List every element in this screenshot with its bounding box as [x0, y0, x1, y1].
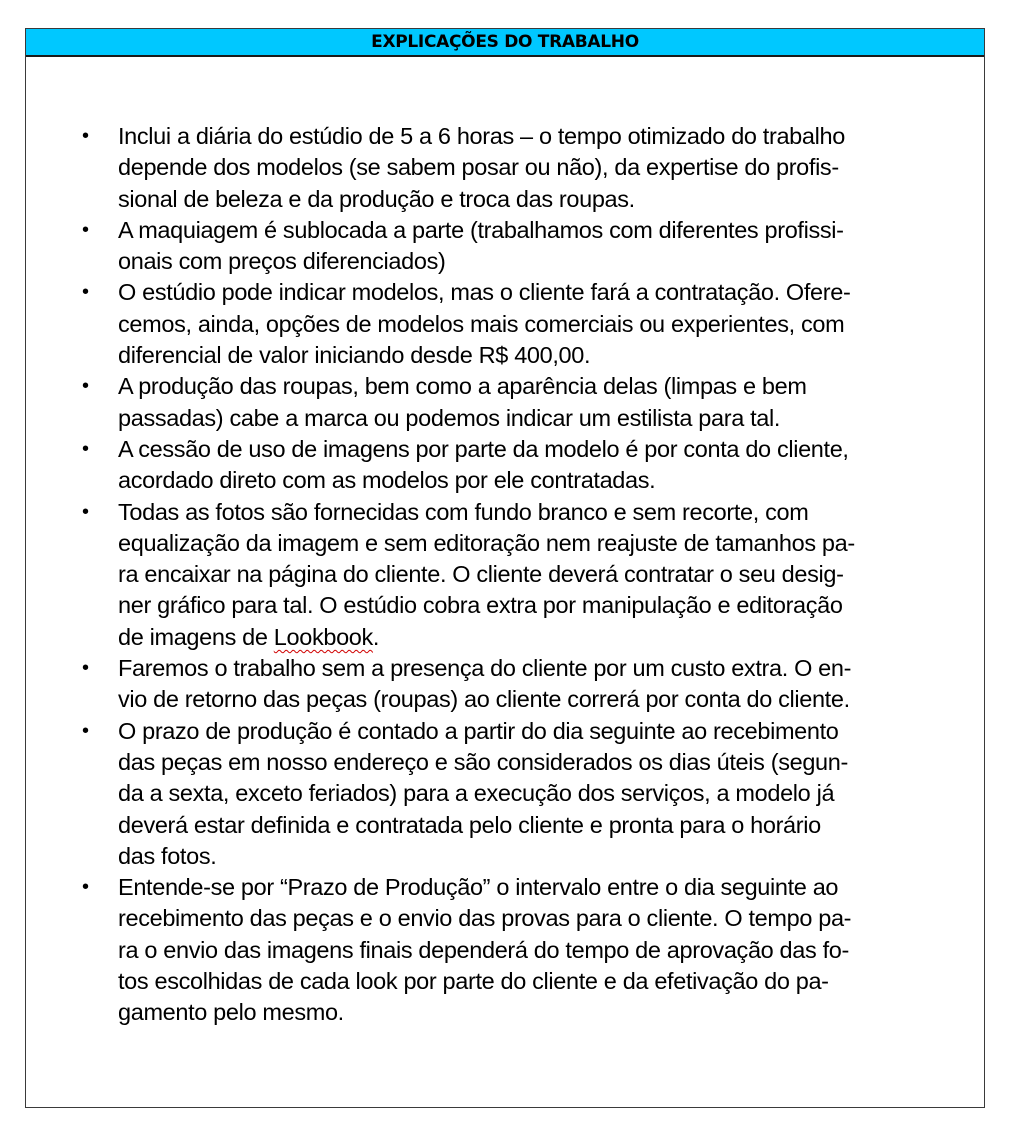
- item-text-line: Todas as fotos são fornecidas com fundo branco e sem recorte, com: [118, 498, 809, 525]
- item-text-tail: .: [372, 623, 380, 650]
- item-text-line: de imagens de: [118, 623, 274, 650]
- item-text-line: Faremos o trabalho sem a presença do cliente por um custo extra. O en-: [118, 655, 852, 682]
- item-text-line: gamento pelo mesmo.: [118, 999, 344, 1026]
- list-item: [26, 215, 984, 278]
- item-text-line: ra encaixar na página do cliente. O cliente deverá contratar o seu desig-: [118, 561, 844, 588]
- list-item: [26, 716, 984, 872]
- item-text-line: tos escolhidas de cada look por parte do cliente e da efetivação do pa-: [118, 968, 829, 995]
- item-text-line: recebimento das peças e o envio das provas para o cliente. O tempo pa-: [118, 905, 852, 932]
- list-item: [26, 872, 984, 1028]
- list-item: [26, 371, 984, 434]
- list-item: [26, 653, 984, 716]
- item-text-line: O prazo de produção é contado a partir do dia seguinte ao recebimento: [118, 717, 839, 744]
- item-text-line: diferencial de valor iniciando desde R$ 400,00.: [118, 342, 591, 369]
- list-item: [26, 434, 984, 497]
- bullet-icon: •: [82, 125, 89, 147]
- list-item: [26, 277, 984, 371]
- item-text-line: das fotos.: [118, 842, 217, 869]
- explanations-list: [26, 121, 984, 1029]
- item-text-line: A produção das roupas, bem como a aparência delas (limpas e bem: [118, 373, 807, 400]
- item-text-line: onais com preços diferenciados): [118, 248, 446, 275]
- item-text-line: O estúdio pode indicar modelos, mas o cliente fará a contratação. Ofere-: [118, 279, 851, 306]
- item-text-line: ner gráfico para tal. O estúdio cobra extra por manipulação e editoração: [118, 592, 843, 619]
- item-text-line: deverá estar definida e contratada pelo cliente e pronta para o horário: [118, 811, 821, 838]
- section-header: [26, 29, 984, 57]
- bullet-icon: •: [82, 657, 89, 680]
- item-text-line: ra o envio das imagens finais dependerá do tempo de aprovação das fo-: [118, 936, 849, 963]
- section-title: EXPLICAÇÕES DO TRABALHO: [371, 32, 639, 52]
- item-text-line: cemos, ainda, opções de modelos mais comerciais ou experientes, com: [118, 310, 845, 337]
- item-text-line: acordado direto com as modelos por ele contratadas.: [118, 467, 656, 494]
- item-text-line: sional de beleza e da produção e troca das roupas.: [118, 185, 635, 212]
- item-text-line: das peças em nosso endereço e são considerados os dias úteis (segun-: [118, 748, 848, 775]
- bullet-icon: •: [82, 218, 89, 241]
- bullet-icon: •: [82, 500, 89, 523]
- bullet-icon: •: [82, 719, 89, 742]
- item-text-line: depende dos modelos (se sabem posar ou não), da expertise do profis-: [118, 154, 839, 181]
- bullet-icon: •: [82, 876, 89, 899]
- explanations-box: [25, 28, 985, 1108]
- item-text-line: A maquiagem é sublocada a parte (trabalhamos com diferentes profissi-: [118, 216, 844, 243]
- item-text-line: da a sexta, exceto feriados) para a execução dos serviços, a modelo já: [118, 780, 835, 807]
- bullet-icon: •: [82, 375, 89, 398]
- item-text-line: Inclui a diária do estúdio de 5 a 6 horas – o tempo otimizado do trabalho: [118, 123, 845, 149]
- spellcheck-flagged-word: Lookbook: [273, 623, 373, 650]
- item-text-line: Entende-se por “Prazo de Produção” o intervalo entre o dia seguinte ao: [118, 874, 839, 901]
- item-text-line: vio de retorno das peças (roupas) ao cliente correrá por conta do cliente.: [118, 686, 850, 713]
- item-text-line: equalização da imagem e sem editoração nem reajuste de tamanhos pa-: [118, 529, 855, 556]
- item-text-line: passadas) cabe a marca ou podemos indicar um estilista para tal.: [118, 404, 781, 431]
- bullet-icon: •: [82, 281, 89, 304]
- item-text-line: A cessão de uso de imagens por parte da modelo é por conta do cliente,: [118, 435, 849, 462]
- list-item: [26, 121, 984, 215]
- bullet-icon: •: [82, 437, 89, 460]
- list-item: [26, 497, 984, 653]
- explanations-body: [26, 121, 984, 1029]
